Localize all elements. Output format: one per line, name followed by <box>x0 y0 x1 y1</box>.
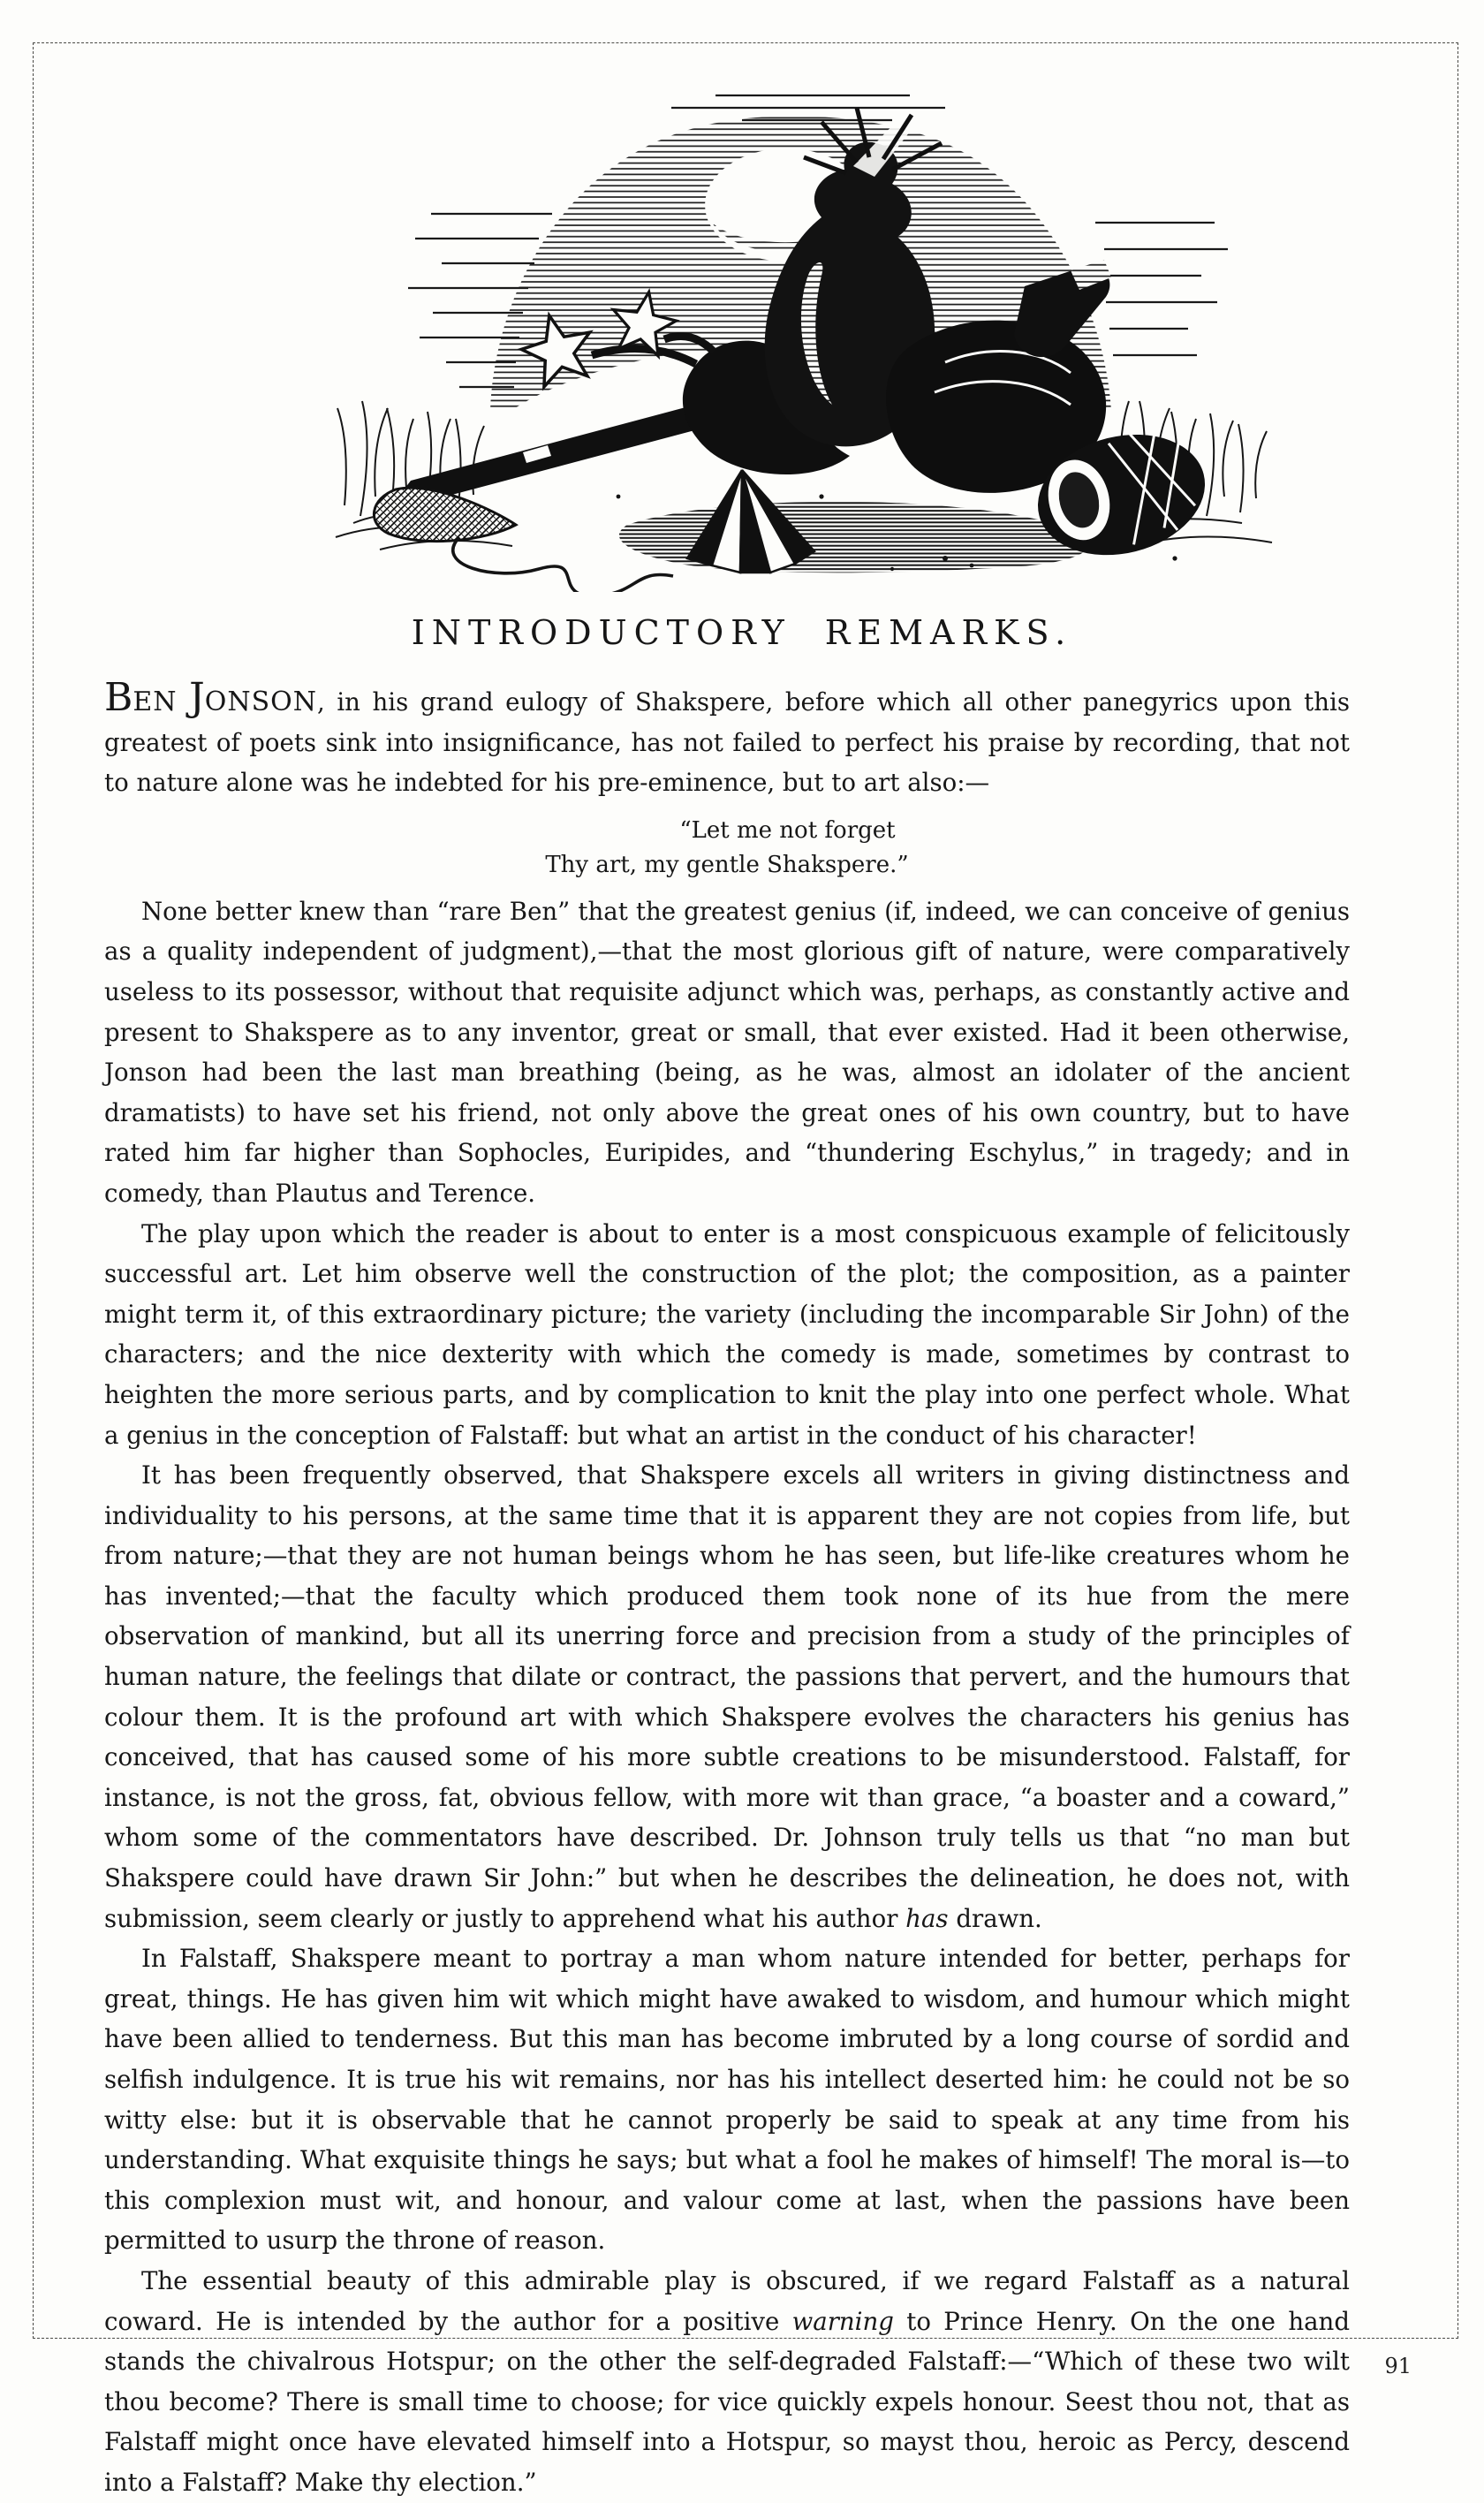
verse-quote <box>545 814 908 883</box>
paragraph-4-text: It has been frequently observed, that Shakspere excels all writers in giving distinctness and individuality to his persons, at the same time that it is apparent they are not copies from life, but from nature;—that they are not human beings whom he has seen, but life-like creatures whom he has invented;—that the faculty which produced them took none of its hue from the mere observation of mankind, but all its unerring force and precision from a study of the principles of human nature, the feelings that dilate or contract, the passions that pervert, and the humours that colour them. It is the profound art with which Shakspere evolves the characters his genius has conceived, that has caused some of his more subtle creations to be misunderstood. Falstaff, for instance, is not the gross, fat, obvious fellow, with more wit than grace, “a boaster and a coward,” whom some of the commentators have described. Dr. Johnson truly tells us that “no man but Shakspere could have drawn Sir John:” but when he describes the delineation, he does not, with submission, seem clearly or justly to apprehend what his author <box>104 1460 1350 1933</box>
paragraph-6 <box>104 2261 1350 2503</box>
paragraph-5: In Falstaff, Shakspere meant to portray a man whom nature intended for better, perhaps for great, things. He has given him wit which might have awaked to wisdom, and humour which might have been allied to tenderness. But this man has become imbruted by a long course of sordid and selfish indulgence. It is true his wit remains, nor has his intellect deserted him: he could not be so witty else: but it is observable that he cannot properly be said to speak at any time from his understanding. What exquisite things he says; but what a fool he makes of himself! The moral is—to this complexion must wit, and honour, and valour come at last, when the passions have been permitted to usurp the throne of reason. <box>104 1944 1350 2256</box>
body-text-column <box>104 675 1350 2503</box>
paragraph-3: The play upon which the reader is about to enter is a most conspicuous example of felicitously successful art. Let him observe well the construction of the plot; the composition, as a painter might term it, of this extraordinary picture; the variety (including the incomparable Sir John) of the characters; and the nice dexterity with which the comedy is made, sometimes by contrast to heighten the more serious parts, and by complication to knit the play into one perfect whole. What a genius in the conception of Falstaff: but what an artist in the conduct of his character! <box>104 1218 1350 1450</box>
lead-smallcaps: ONSON <box>204 686 317 717</box>
paragraph-6-italic: warning <box>791 2306 894 2336</box>
quote-line-2: Thy art, my gentle Shakspere.” <box>545 851 909 878</box>
page-number: 91 <box>1384 2354 1412 2378</box>
lead-smallcaps: EN <box>132 686 178 717</box>
paragraph-1-text: , in his grand eulogy of Shakspere, before which all other panegyrics upon this greatest of poets sink into insignificance, has not failed to perfect his praise by recording, that not to nature alone was he indebted for his pre-eminence, but to art also:— <box>104 687 1350 798</box>
paragraph-4 <box>104 1455 1350 1938</box>
headpiece-engraving-falstaff-gear <box>327 81 1281 592</box>
paragraph-6-text: The essential beauty of this admirable play is obscured, if we regard Falstaff as a natural coward. He is intended by the author for a positive <box>104 2265 1350 2336</box>
lead-initial: J <box>189 675 205 720</box>
paragraph-4-italic: has <box>905 1903 949 1933</box>
paragraph-4-text: drawn. <box>948 1903 1042 1933</box>
quote-line-1: “Let me not forget <box>679 816 896 844</box>
paragraph-2: None better knew than “rare Ben” that the greatest genius (if, indeed, we can conceive of genius as a quality independent of judgment),—that the most glorious gift of nature, were comparatively useless to its possessor, without that requisite adjunct which was, perhaps, as constantly active and present to Shakspere as to any inventor, great or small, that ever existed. Had it been otherwise, Jonson had been the last man breathing (being, as he was, almost an idolater of the ancient dramatists) to have set his friend, not only above the great ones of his own country, but to have rated him far higher than Sophocles, Euripides, and “thundering Eschylus,” in tragedy; and in comedy, than Plautus and Terence. <box>104 896 1350 1208</box>
lead-initial: B <box>104 675 133 720</box>
page-title: INTRODUCTORY REMARKS. <box>411 613 1073 652</box>
paragraph-1 <box>104 675 1350 803</box>
paragraph-6-text: to Prince Henry. On the one hand stands the chivalrous Hotspur; on the other the self-degraded Falstaff:—“Which of these two wilt thou become? There is small time to choose; for vice quickly expels honour. Seest thou not, that as Falstaff might once have elevated himself into a Hotspur, so mayst thou, heroic as Percy, descend into a Falstaff? Make thy election.” <box>104 2306 1350 2497</box>
